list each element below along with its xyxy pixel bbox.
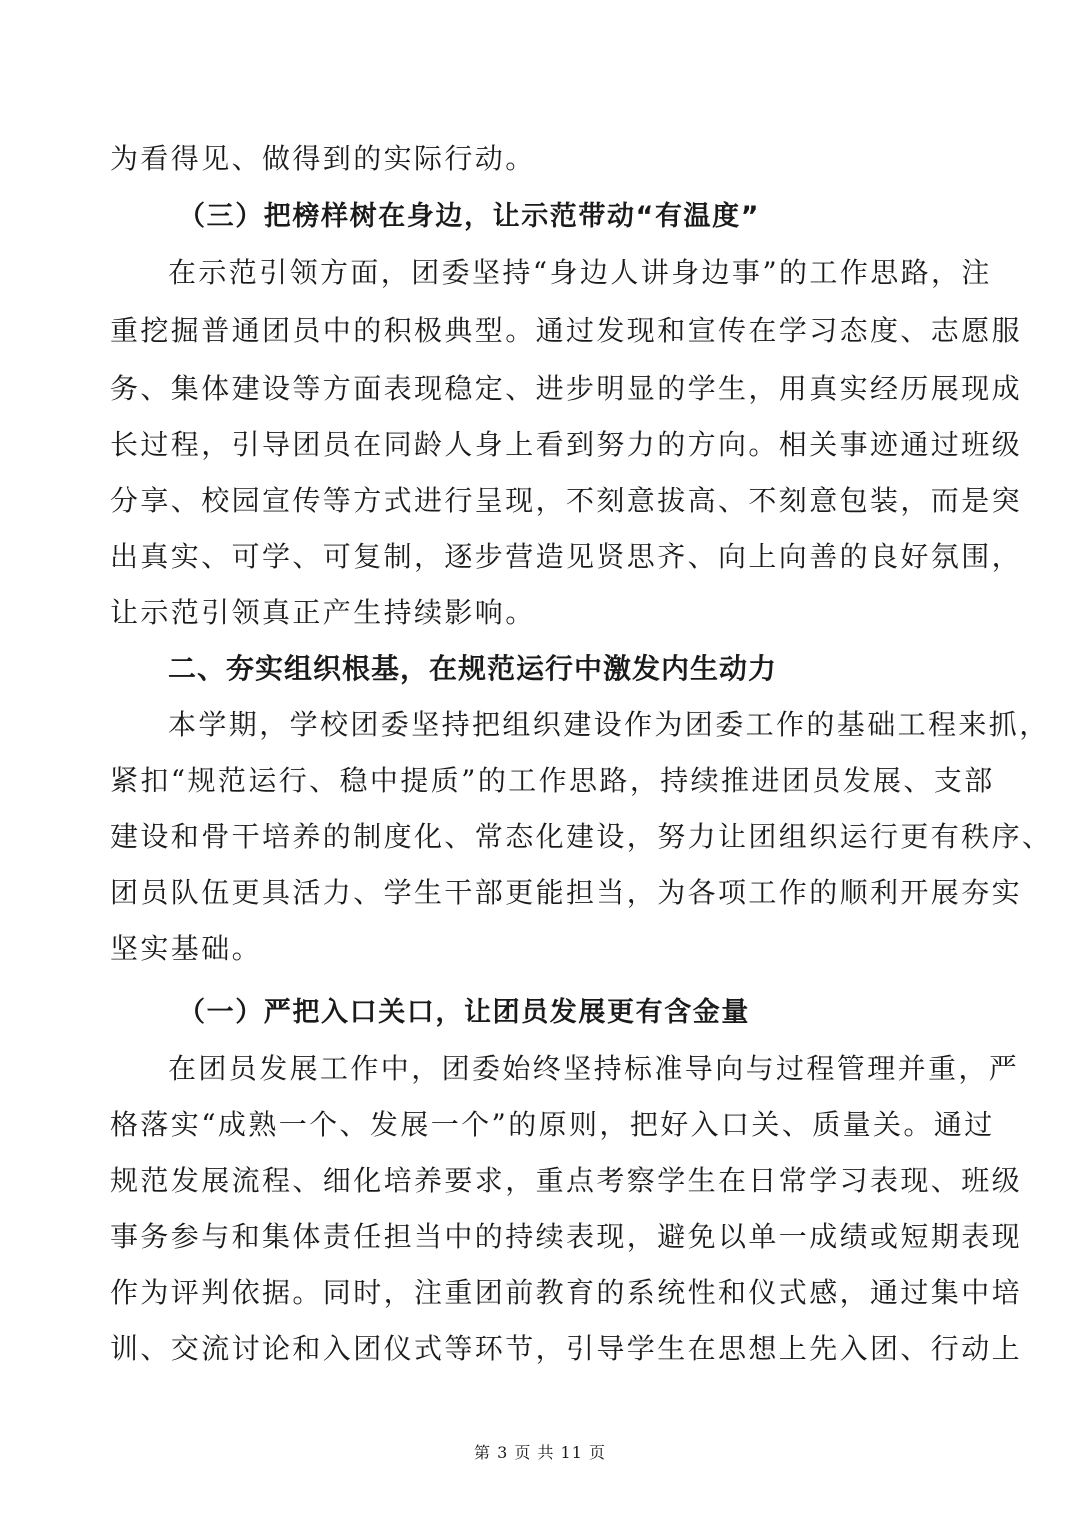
paragraph-line: 团员队伍更具活力、学生干部更能担当，为各项工作的顺利开展夯实 <box>110 876 1023 909</box>
paragraph-line: 为看得见、做得到的实际行动。 <box>110 142 536 175</box>
paragraph-line: 建设和骨干培养的制度化、常态化建设，努力让团组织运行更有秩序、 <box>110 820 1053 853</box>
page-number-footer: 第 3 页 共 11 页 <box>474 1443 606 1462</box>
section-heading-2: 二、夯实组织根基，在规范运行中激发内生动力 <box>168 652 778 685</box>
paragraph-line: 坚实基础。 <box>110 932 263 965</box>
paragraph-line: 务、集体建设等方面表现稳定、进步明显的学生，用真实经历展现成 <box>110 372 1023 405</box>
paragraph-line: 让示范引领真正产生持续影响。 <box>110 596 536 629</box>
subsection-heading-1: （一）严把入口关口，让团员发展更有含金量 <box>178 997 750 1028</box>
subsection-heading-3: （三）把榜样树在身边，让示范带动“有温度” <box>178 201 761 232</box>
paragraph-line: 分享、校园宣传等方式进行呈现，不刻意拔高、不刻意包装，而是突 <box>110 484 1023 517</box>
paragraph-line: 训、交流讨论和入团仪式等环节，引导学生在思想上先入团、行动上 <box>110 1332 1023 1365</box>
paragraph-line: 本学期，学校团委坚持把组织建设作为团委工作的基础工程来抓， <box>168 708 1050 741</box>
paragraph-line: 长过程，引导团员在同龄人身上看到努力的方向。相关事迹通过班级 <box>110 428 1023 461</box>
paragraph-line: 出真实、可学、可复制，逐步营造见贤思齐、向上向善的良好氛围， <box>110 540 1023 573</box>
paragraph-line: 规范发展流程、细化培养要求，重点考察学生在日常学习表现、班级 <box>110 1164 1023 1197</box>
paragraph-line: 在示范引领方面，团委坚持“身边人讲身边事”的工作思路，注 <box>168 256 992 289</box>
paragraph-line: 紧扣“规范运行、稳中提质”的工作思路，持续推进团员发展、支部 <box>110 764 995 797</box>
paragraph-line: 重挖掘普通团员中的积极典型。通过发现和宣传在学习态度、志愿服 <box>110 314 1023 347</box>
paragraph-line: 在团员发展工作中，团委始终坚持标准导向与过程管理并重，严 <box>168 1052 1020 1085</box>
paragraph-line: 事务参与和集体责任担当中的持续表现，避免以单一成绩或短期表现 <box>110 1220 1023 1253</box>
paragraph-line: 作为评判依据。同时，注重团前教育的系统性和仪式感，通过集中培 <box>110 1276 1023 1309</box>
paragraph-line: 格落实“成熟一个、发展一个”的原则，把好入口关、质量关。通过 <box>110 1108 995 1141</box>
